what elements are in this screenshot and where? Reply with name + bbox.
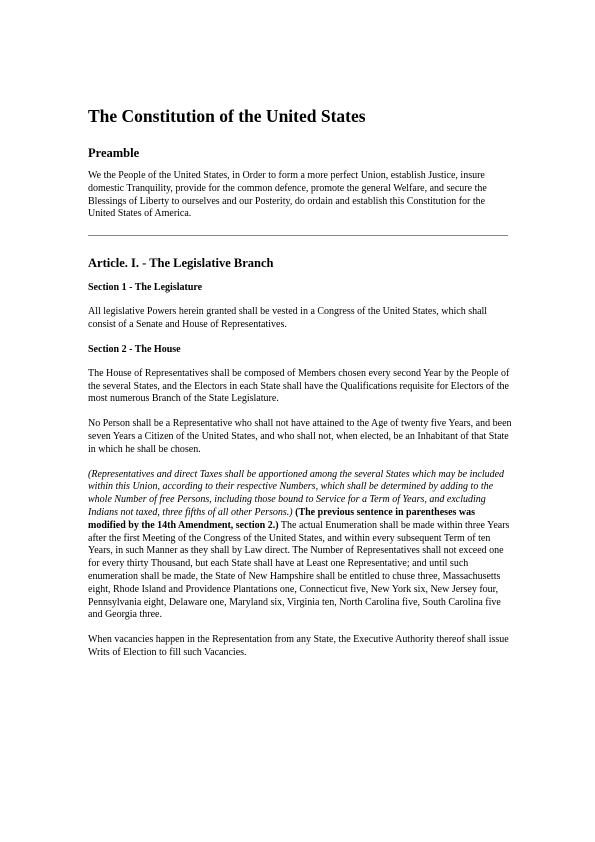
apportionment-italic-text: (Representatives and direct Taxes shall be apportioned among the several States which may be included within this Union, according to their respective Numbers, which shall be determined by adding to the whole Number of free Persons, including those bound to Service for a Term of Years, and excluding Indians not taxed, three fifths of all other Persons.) [88, 468, 505, 518]
section-2-heading: Section 2 - The House [88, 343, 181, 355]
section-2-paragraph-1: The House of Representatives shall be composed of Members chosen every second Year by the People of the several States, and the Electors in each State shall have the Qualifications requisite for Electors of the most numerous Branch of the State Legislature. [88, 367, 510, 405]
article-1-heading: Article. I. - The Legislative Branch [88, 256, 274, 271]
document-title: The Constitution of the United States [88, 106, 366, 126]
amendment-note: (The previous sentence in parentheses was modified by the 14th Amendment, section 2.) [88, 506, 476, 531]
section-2-paragraph-3 [88, 469, 512, 623]
document-page [88, 106, 512, 672]
preamble-text: We the People of the United States, in Order to form a more perfect Union, establish Justice, insure domestic Tranquility, provide for the common defence, promote the general Welfare, and secure the Blessings of Liberty to ourselves and our Posterity, do ordain and establish this Constitution for the United States of America. [88, 170, 487, 220]
section-2-paragraph-2: No Person shall be a Representative who shall not have attained to the Age of twenty five Years, and been seven Years a Citizen of the United States, and who shall not, when elected, be an Inhabitant of that State in which he shall be chosen. [88, 418, 512, 455]
section-2-paragraph-4: When vacancies happen in the Representation from any State, the Executive Authority thereof shall issue Writs of Election to fill such Vacancies. [88, 634, 509, 658]
preamble-heading: Preamble [88, 146, 140, 160]
section-1-heading: Section 1 - The Legislature [88, 282, 203, 294]
section-divider [88, 235, 508, 236]
enumeration-text: The actual Enumeration shall be made within three Years after the first Meeting of the Congress of the United States, and within every subsequent Term of ten Years, in such Manner as they shall by Law direct. The Number of Representatives shall not exceed one for every thirty Thousand, but each State shall have at Least one Representative; and until such enumeration shall be made, the State of New Hampshire shall be entitled to chuse three, Massachusetts eight, Rhode Island and Providence Plantations one, Connecticut five, New York six, New Jersey four, Pennsylvania eight, Delaware one, Maryland six, Virginia ten, North Carolina five, South Carolina five and Georgia three. [88, 519, 510, 621]
section-1-text: All legislative Powers herein granted shall be vested in a Congress of the United States, which shall consist of a Senate and House of Representatives. [88, 306, 488, 330]
